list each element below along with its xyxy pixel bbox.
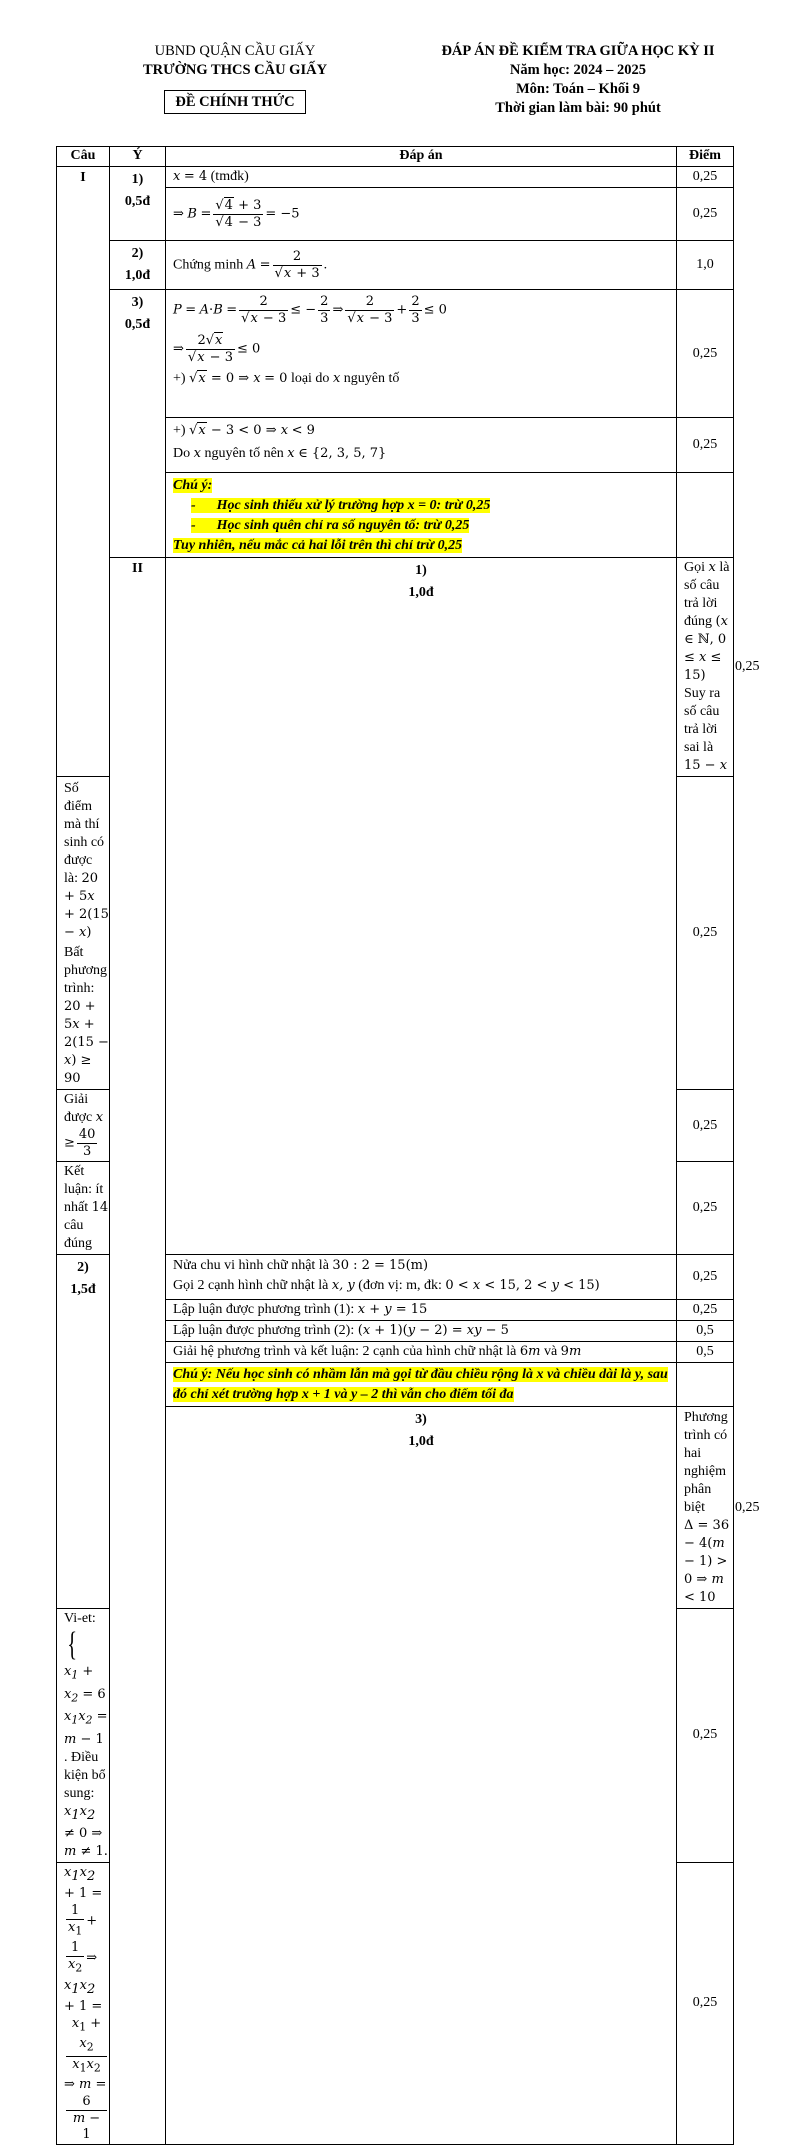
school-year: Năm học: 2024 – 2025 — [509, 62, 647, 78]
exam-title: ĐÁP ÁN ĐỀ KIỂM TRA GIỮA HỌC KỲ II — [441, 43, 715, 59]
official-label: ĐỀ CHÍNH THỨC — [164, 90, 305, 114]
question-label: I — [57, 167, 110, 777]
points-cell — [677, 1363, 734, 1407]
subject-grade: Môn: Toán – Khối 9 — [515, 81, 641, 97]
note-cell: Chú ý: - Học sinh thiếu xử lý trường hợp x = 0: trừ 0,25 - Học sinh quên chỉ ra số nguyên tố: trừ 0,25 Tuy nhiên, nếu mắc cả hai lỗi trên thì chỉ trừ 0,25 — [166, 473, 677, 558]
answer-cell: Giải hệ phương trình và kết luận: 2 cạnh của hình chữ nhật là 6m và 9m — [166, 1342, 677, 1363]
duration: Thời gian làm bài: 90 phút — [495, 100, 661, 116]
answer-cell: +) √x − 3 < 0 ⇒ x < 9 Do x nguyên tố nên x ∈ {2, 3, 5, 7} — [166, 418, 677, 473]
points-cell — [677, 473, 734, 558]
points-cell: 1,0 — [677, 241, 734, 290]
answer-cell: Nửa chu vi hình chữ nhật là 30 : 2 = 15(m) Gọi 2 cạnh hình chữ nhật là x, y (đơn vị: m, đk: 0 < x < 15, 2 < y < 15) — [166, 1255, 677, 1300]
points-cell: 0,25 — [677, 1090, 734, 1162]
answer-cell: Chứng minh A = $\frac{2}{√x + 3}$ . — [166, 241, 677, 290]
answer-cell: P = A·B = $\frac{2}{√x - 3}$ ≤ − $\frac{2}{3}$ ⇒ $\frac{2}{√x - 3}$ + $\frac{2}{3}$ ≤ 0 ⇒ $\frac{2√x}{√x - 3}$ ≤ 0 +) √x = 0 ⇒ x = 0 loại do x nguyên tố — [166, 290, 677, 418]
part-label: 1) 1,0đ — [166, 558, 677, 1255]
points-cell: 0,25 — [677, 1300, 734, 1321]
note-title: Chú ý: — [173, 478, 213, 493]
table-header-row — [57, 147, 734, 167]
table-row — [57, 167, 734, 188]
table-row: 3) 1,0đ Phương trình có hai nghiệm phân biệt Δ = 36 − 4(m − 1) > 0 ⇒ m < 10 0,25 — [57, 1407, 734, 1609]
answer-cell: Kết luận: ít nhất 14 câu đúng — [57, 1162, 110, 1255]
points-cell: 0,25 — [677, 167, 734, 188]
points-cell: 0,25 — [677, 290, 734, 418]
table-row: II 1) 1,0đ Gọi x là số câu trả lời đúng (x ∈ ℕ, 0 ≤ x ≤ 15) Suy ra số câu trả lời sai là 15 − x 0,25 — [57, 558, 734, 777]
header-right — [378, 42, 778, 118]
points-cell: 0,25 — [677, 418, 734, 473]
answer-cell: Số điểm mà thí sinh có được là: 20 + 5x + 2(15 − x) Bất phương trình: 20 + 5x + 2(15 − x) ≥ 90 — [57, 777, 110, 1090]
points-cell: 0,5 — [677, 1342, 734, 1363]
answer-cell: Lập luận được phương trình (2): (x + 1)(y − 2) = xy − 5 — [166, 1321, 677, 1342]
points-cell: 0,25 — [677, 1609, 734, 1863]
answer-cell: Vi-et:{ $x_1 + x_2 = 6$ $x_1x_2 = m - 1$ . Điều kiện bổ sung: $x_1x_2 \ne 0$ ⇒ m ≠ 1. — [57, 1609, 110, 1863]
answer-cell: Lập luận được phương trình (1): x + y = 15 — [166, 1300, 677, 1321]
answer-cell: Gọi x là số câu trả lời đúng (x ∈ ℕ, 0 ≤ x ≤ 15) Suy ra số câu trả lời sai là 15 − x — [677, 558, 734, 777]
col-header-y: Ý — [110, 147, 166, 167]
col-header-cau: Câu — [57, 147, 110, 167]
answer-cell: Giải được x ≥ $\frac{40}{3}$ — [57, 1090, 110, 1162]
col-header-points: Điểm — [677, 147, 734, 167]
header-left — [100, 42, 370, 114]
part-label: 3) 0,5đ — [110, 290, 166, 558]
answer-cell: ⇒ B = $\frac{√4 + 3}{√4 - 3}$ = −5 — [166, 188, 677, 241]
points-cell: 0,25 — [677, 777, 734, 1090]
question-label: II — [110, 558, 166, 2145]
part-label: 2) 1,5đ — [57, 1255, 110, 1609]
part-label: 3) 1,0đ — [166, 1407, 677, 2145]
table-row — [57, 290, 734, 418]
part-label: 1) 0,5đ — [110, 167, 166, 241]
district-name: UBND QUẬN CẦU GIẤY — [154, 43, 316, 59]
points-cell: 0,25 — [677, 1862, 734, 2145]
answer-cell: x = 4 (tmđk) — [166, 167, 677, 188]
answer-cell: Phương trình có hai nghiệm phân biệt Δ = 36 − 4(m − 1) > 0 ⇒ m < 10 — [677, 1407, 734, 1609]
table-row — [57, 241, 734, 290]
points-cell: 0,25 — [677, 1162, 734, 1255]
points-cell: 0,5 — [677, 1321, 734, 1342]
points-cell: 0,25 — [677, 188, 734, 241]
answer-cell: $x_1x_2 + 1$ = $\frac{1}{x_1}$ + $\frac{1}{x_2}$ ⇒ $x_1x_2 + 1$ = $\frac{x_1 + x_2}{x_1x_2}$ ⇒ m = $\frac{6}{m - 1}$ — [57, 1862, 110, 2145]
part-label: 2) 1,0đ — [110, 241, 166, 290]
points-cell: 0,25 — [677, 1255, 734, 1300]
note-cell: Chú ý: Nếu học sinh có nhầm lẫn mà gọi từ đầu chiều rộng là x và chiều dài là y, sau đó chỉ xét trường hợp x + 1 và y – 2 thì vẫn cho điểm tối đa — [166, 1363, 677, 1407]
answer-table — [56, 146, 760, 2145]
school-name: TRƯỜNG THCS CẦU GIẤY — [142, 62, 328, 78]
col-header-answer: Đáp án — [166, 147, 677, 167]
